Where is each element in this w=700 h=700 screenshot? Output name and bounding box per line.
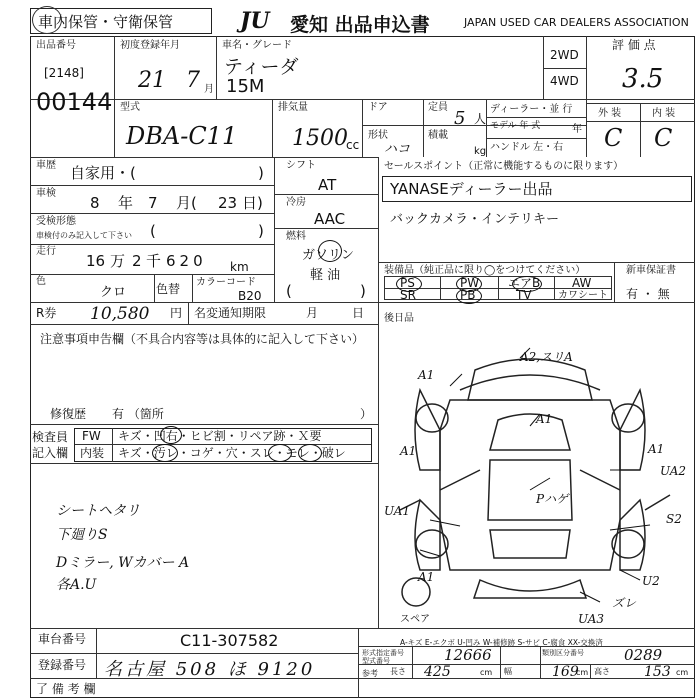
damage-legend: A-キズ E-エクボ U-凹み W-補修跡 S-サビ C-腐食 XX-交換済 — [400, 638, 603, 647]
checker-fw-row: キズ・凹右・ヒビ割・リペア跡・Ｘ要 — [118, 429, 322, 443]
capacity-value: 5 — [454, 108, 466, 129]
spec-l1b: 型式番号 — [362, 657, 390, 665]
equip-ps-circle — [396, 276, 422, 292]
ac-label: 冷房 — [286, 197, 306, 208]
spec-wid-label: 幅 — [504, 667, 512, 676]
fuel-diesel: 軽 油 — [310, 268, 341, 283]
fuel-label: 燃料 — [286, 231, 306, 242]
load-unit: kg — [474, 146, 487, 157]
notice-month: 月 — [306, 306, 319, 320]
first-reg-month: 7 — [186, 68, 200, 93]
first-reg-month-unit: 月 — [204, 84, 214, 95]
hw-note-3: Dミラー, Wカバー A — [56, 555, 190, 571]
load-label: 積載 — [428, 130, 448, 141]
plate-value: 名古屋 508 ほ 9120 — [104, 659, 316, 680]
rating-ext: C — [604, 124, 623, 152]
dirt-circle — [152, 444, 178, 462]
shift-label: シフト — [286, 160, 316, 171]
inspection-day-unit: 日) — [242, 194, 263, 212]
car-name-label: 車名・グレード — [222, 40, 292, 51]
dent-circle — [160, 426, 182, 444]
mark-ua1: UA1 — [384, 504, 411, 518]
spec-len-label: 長さ — [390, 667, 406, 676]
engine-unit: cc — [346, 138, 360, 152]
color-code-label: カラーコード — [196, 277, 256, 288]
history-close: ) — [258, 164, 264, 182]
model-year-label: モデル 年 式 — [490, 121, 541, 131]
warranty-label: 新車保証書 — [626, 265, 676, 276]
model-value: DBA-C11 — [126, 122, 238, 150]
model-label: 型式 — [120, 102, 140, 113]
checker-fw: FW — [82, 429, 101, 443]
spec-len-unit: cm — [480, 668, 493, 677]
spec-l2: 類別区分番号 — [542, 649, 584, 657]
mileage-rest: 620 — [166, 252, 207, 270]
notes-label: 注意事項申告欄（不具合内容等は具体的に記入して下さい） — [40, 332, 365, 346]
car-name: ティーダ — [224, 56, 299, 78]
first-reg-year: 21 — [138, 68, 166, 93]
mark-ua3: UA3 — [578, 612, 605, 626]
car-grade: 15M — [226, 76, 265, 97]
recycle-unit: 円 — [170, 306, 183, 320]
inspection-label: 車検 — [36, 188, 56, 199]
shift-value: AT — [318, 176, 337, 194]
mark-a1-right: A1 — [648, 442, 665, 456]
mark-p-hage: Pハゲ — [536, 492, 569, 506]
inspection-year-unit: 年 — [118, 194, 134, 212]
handle-label: ハンドル 左・右 — [490, 142, 564, 153]
drive-2wd: 2WD — [550, 48, 579, 62]
drive-4wd: 4WD — [550, 74, 579, 88]
history-value: 自家用・( — [70, 164, 136, 182]
association-name: JAPAN USED CAR DEALERS ASSOCIATION — [464, 16, 689, 29]
recycle-label: R券 — [36, 306, 57, 320]
repair-value: 有 （箇所 — [112, 407, 164, 421]
mark-spare: スペア — [400, 614, 430, 625]
fuel-close: ) — [360, 282, 366, 300]
selling-line1: YANASEディーラー出品 — [390, 180, 553, 198]
doors-label: ドア — [368, 102, 388, 113]
warranty-value: 有 ・ 無 — [626, 287, 670, 301]
spec-hgt: 153 — [644, 664, 671, 680]
chassis-value: C11-307582 — [180, 631, 279, 650]
hw-note-1: シートヘタリ — [56, 503, 140, 519]
rating-ext-label: 外 装 — [598, 108, 622, 119]
equip-pb-circle — [456, 288, 482, 304]
mark-a1-roof: A1 — [536, 412, 553, 426]
lot-code: [2148] — [44, 66, 84, 80]
color-value: クロ — [100, 285, 127, 300]
lot-label: 出品番号 — [36, 40, 76, 51]
hw-note-4: 各A.U — [56, 577, 97, 593]
inspection-year: 8 — [90, 194, 100, 212]
hw-note-2: 下廻りS — [56, 527, 108, 543]
shape-label: 形状 — [368, 130, 388, 141]
rating-int-label: 内 装 — [652, 108, 676, 119]
checker-label-1: 検査員 — [32, 430, 69, 444]
mileage-label: 走行 — [36, 246, 56, 257]
storage-label: 車内保管・守衛保管 — [38, 13, 174, 31]
spec-ref: 参考 — [362, 669, 378, 678]
inspection-month-unit: 月( — [176, 194, 197, 212]
dealer-label: ディーラー・並 行 — [490, 104, 573, 115]
capacity-unit: 人 — [474, 112, 487, 126]
ac-value: AAC — [314, 210, 346, 228]
ju-logo: JU — [240, 8, 270, 34]
lot-number: 00144 — [36, 88, 113, 116]
engine-label: 排気量 — [278, 102, 308, 113]
storage-circle — [32, 6, 62, 34]
leak-circle — [298, 444, 322, 462]
equip-sr: SR — [400, 288, 416, 302]
engine-value: 1500 — [292, 126, 348, 151]
notice-day: 日 — [352, 306, 365, 320]
mileage-sen-unit: 千 — [146, 252, 162, 270]
mark-a1-lower: A1 — [418, 570, 435, 584]
equip-aw: AW — [572, 276, 592, 290]
equip-pw: PW — [460, 276, 480, 290]
mark-a1-left: A1 — [400, 444, 417, 458]
mark-ua2: UA2 — [660, 464, 687, 478]
notice-label: 名変通知期限 — [194, 306, 267, 320]
accept-note: 車検付のみ記入して下さい — [36, 231, 132, 240]
spec-hgt-unit: cm — [676, 668, 689, 677]
rating-score: 3.5 — [622, 64, 664, 94]
scuff-circle — [268, 444, 292, 462]
mark-s2: S2 — [666, 512, 682, 526]
mileage-unit: km — [230, 260, 249, 274]
plate-label: 登録番号 — [38, 658, 87, 672]
equip-leather: カワシート — [558, 290, 608, 301]
rating-int: C — [654, 124, 673, 152]
accept-label: 受検形態 — [36, 216, 76, 227]
model-year-unit: 年 — [572, 124, 582, 135]
checker-label-2: 記入欄 — [32, 446, 69, 460]
recycle-value: 10,580 — [90, 304, 150, 324]
fuel-gas-circle — [318, 240, 342, 262]
equip-tv: TV — [516, 288, 532, 302]
inspection-day: 23 — [218, 194, 238, 212]
equip-ps: PS — [400, 276, 415, 290]
mark-a1-top-left: A1 — [418, 368, 435, 382]
equip-pb: PB — [460, 288, 476, 302]
equipment-label: 装備品（純正品に限り◯をつけてください） — [384, 265, 586, 276]
fuel-open: ( — [286, 282, 292, 300]
accept-open: ( — [150, 222, 156, 240]
rear-label: 後日品 — [384, 313, 414, 324]
first-reg-label: 初度登録年月 — [120, 40, 180, 51]
spec-len: 425 — [424, 664, 451, 680]
spec-wid: 169 — [552, 664, 579, 680]
mileage-man: 16 — [86, 252, 106, 270]
equip-airbag: エアB — [508, 276, 541, 290]
inspection-month: 7 — [148, 194, 158, 212]
chassis-label: 車台番号 — [38, 632, 87, 646]
spec-v2: 0289 — [624, 646, 663, 664]
spec-hgt-label: 高さ — [594, 667, 610, 676]
checker-in: 内装 — [80, 446, 105, 460]
mileage-sen: 2 — [132, 252, 142, 270]
color-code: B20 — [238, 289, 262, 303]
mark-a2: A2,スリA — [520, 350, 573, 364]
spec-wid-unit: cm — [576, 668, 589, 677]
footer-label: 了 備 考 欄 — [36, 682, 96, 696]
mileage-man-unit: 万 — [110, 252, 126, 270]
color-change-label: 色替 — [156, 282, 181, 296]
color-label: 色 — [36, 276, 46, 287]
equip-airbag-circle — [512, 276, 542, 292]
capacity-label: 定員 — [428, 102, 448, 113]
selling-label: セールスポイント（正常に機能するものに限ります） — [384, 161, 624, 172]
form-title: 愛知 出品申込書 — [290, 14, 430, 36]
repair-close: ） — [360, 407, 373, 421]
history-label: 車歴 — [36, 160, 56, 171]
mark-zure: ズレ — [612, 596, 637, 610]
repair-label: 修復歴 — [50, 407, 87, 421]
rating-label: 評 価 点 — [612, 38, 656, 52]
spec-l1: 形式指定番号 — [362, 649, 404, 657]
mark-u2: U2 — [642, 574, 660, 588]
spec-v1: 12666 — [444, 646, 492, 664]
selling-line2: バックカメラ・インテリキー — [390, 212, 560, 227]
accept-close: ) — [258, 222, 264, 240]
checker-in-row: キズ・汚レ・コゲ・穴・スレ・モレ・破レ — [118, 446, 346, 460]
fuel-gas: ガソリン — [302, 248, 355, 263]
shape-value: ハコ — [384, 142, 411, 157]
